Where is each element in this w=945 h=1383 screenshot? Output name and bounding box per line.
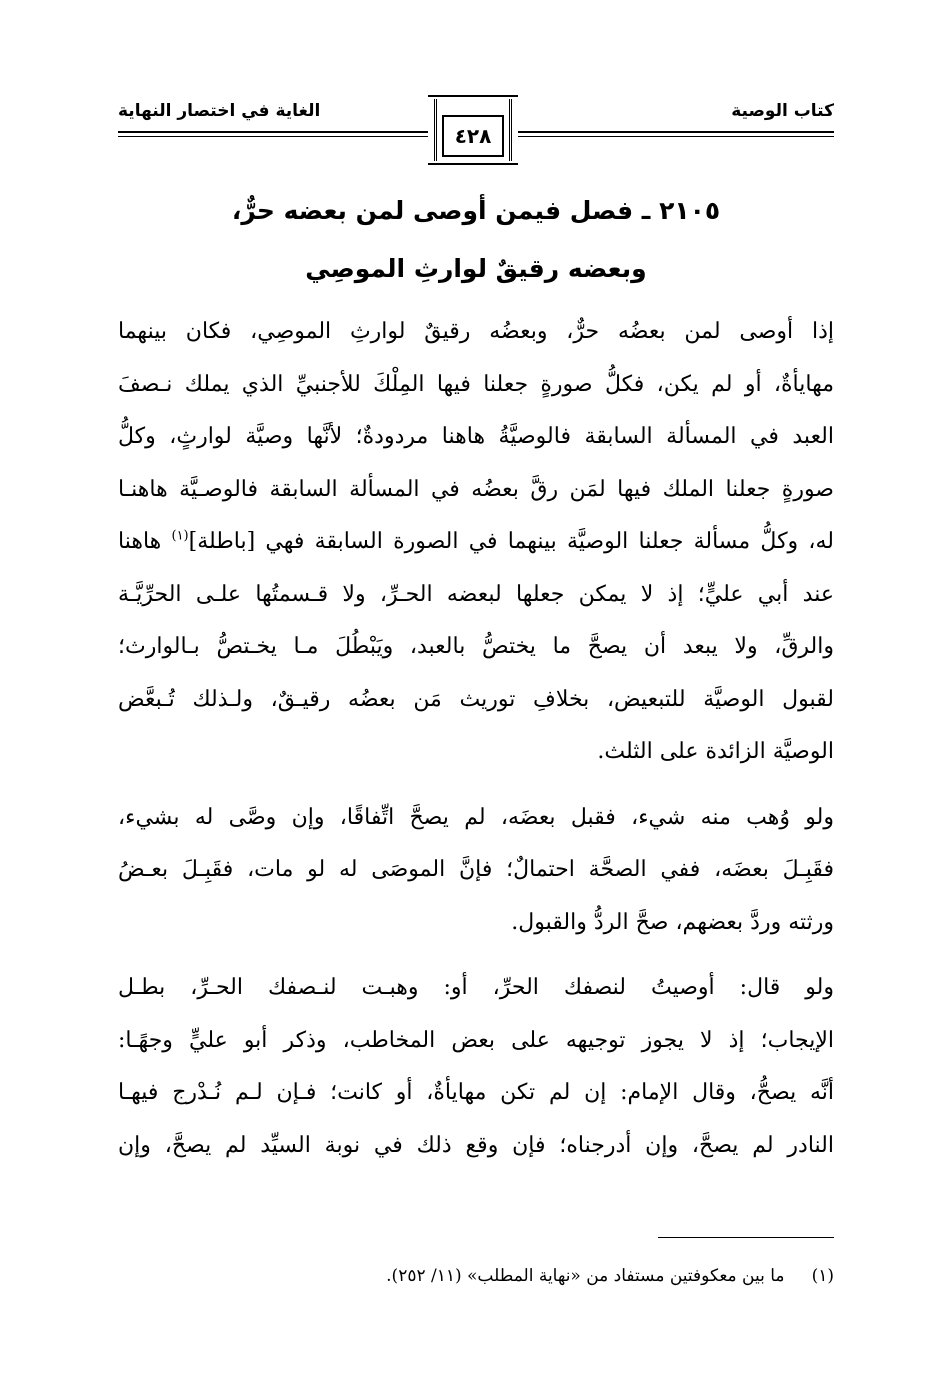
text-line: ورثته وردَّ بعضهم، صحَّ الردُّ والقبول. xyxy=(511,909,834,935)
page-number-frame xyxy=(428,95,518,165)
text-line: ولو قال: أوصيتُ لنصفك الحرِّ، أو: وهبـت لنـصفك الحـرِّ، بطـل xyxy=(118,975,834,1000)
footnote-text: ما بين معكوفتين مستفاد من «نهاية المطلب» (١١/ ٢٥٢). xyxy=(386,1266,785,1286)
text-line: الوصيَّة الزائدة على الثلث. xyxy=(597,739,834,764)
section-title xyxy=(118,182,834,298)
text-line-head: له، وكلُّ مسألة جعلنا الوصيَّة بينهما في الصورة السابقة فهي [باطلة] xyxy=(188,529,834,554)
page-number: ٤٢٨ xyxy=(454,124,492,148)
book-title: الغاية في اختصار النهاية xyxy=(118,101,321,121)
text-line: عند أبي عليٍّ؛ إذ لا يمكن جعلها لبعضه الحـرِّ، ولا قـسمتُها علـى الحرِّيَّـة xyxy=(118,581,834,607)
text-line-tail: هاهنا xyxy=(118,529,172,554)
text-line: لقبول الوصيَّة للتبعيض، بخلافِ توريث مَن بعضُه رقيـقٌ، ولـذلك تُـبعَّض xyxy=(118,686,834,712)
text-line: والرقِّ، ولا يبعد أن يصحَّ ما يختصُّ بالعبد، ويَبْطُلَ مـا يخـتصُّ بـالوارث؛ xyxy=(118,634,834,659)
chapter-title: كتاب الوصية xyxy=(731,101,834,121)
footnote-separator xyxy=(658,1237,834,1238)
text-line: النادر لم يصحَّ، وإن أدرجناه؛ فإن وقع ذلك في نوبة السيِّد لم يصحَّ، وإن xyxy=(118,1132,834,1158)
running-header xyxy=(118,95,834,167)
footnote-marker: (١) xyxy=(811,1266,834,1286)
text-line: الإيجاب؛ إذ لا يجوز توجيهه على بعض المخاطب، وذكر أبو عليٍّ وجهًـا: xyxy=(118,1027,834,1053)
text-line: فقَبِـلَ بعضَه، ففي الصحَّة احتمالٌ؛ فإنَّ الموصَى له لو مات، فقَبِـلَ بعـضُ xyxy=(118,857,834,882)
text-line-with-footnote xyxy=(118,516,834,569)
text-line: إذا أوصى لمن بعضُه حرٌّ، وبعضُه رقيقٌ لوارثِ الموصِي، فكان بينهما xyxy=(118,319,834,344)
section-title-line-1: ٢١٠٥ ـ فصل فيمن أوصى لمن بعضه حرٌّ، xyxy=(231,196,721,225)
body-text xyxy=(118,306,834,1172)
text-line: ولو وُهب منه شيء، فقبل بعضَه، لم يصحَّ اتِّفاقًا، وإن وصَّى له بشيء، xyxy=(118,804,834,830)
footnote xyxy=(118,1262,834,1290)
footnote-reference[interactable]: (١) xyxy=(171,528,189,544)
text-line: أنَّه يصحُّ، وقال الإمام: إن لم تكن مهايأةٌ، أو كانت؛ فـإن لـم نُـدْرج فيهـا xyxy=(118,1080,834,1105)
text-line: العبد في المسألة السابقة فالوصيَّةُ هاهنا مردودةٌ؛ لأنَّها وصيَّة لوارثٍ، وكلُّ xyxy=(118,424,834,449)
section-title-line-2: وبعضه رقيقٌ لوارثِ الموصِي xyxy=(305,254,647,283)
text-line: مهايأةٌ، أو لم يكن، فكلُّ صورةٍ جعلنا فيها المِلْكَ للأجنبيِّ الذي يملك نـصفَ xyxy=(118,371,834,397)
text-line: صورةٍ جعلنا الملك فيها لمَن رقَّ بعضُه في المسألة السابقة فالوصـيَّة هاهنـا xyxy=(118,476,834,502)
